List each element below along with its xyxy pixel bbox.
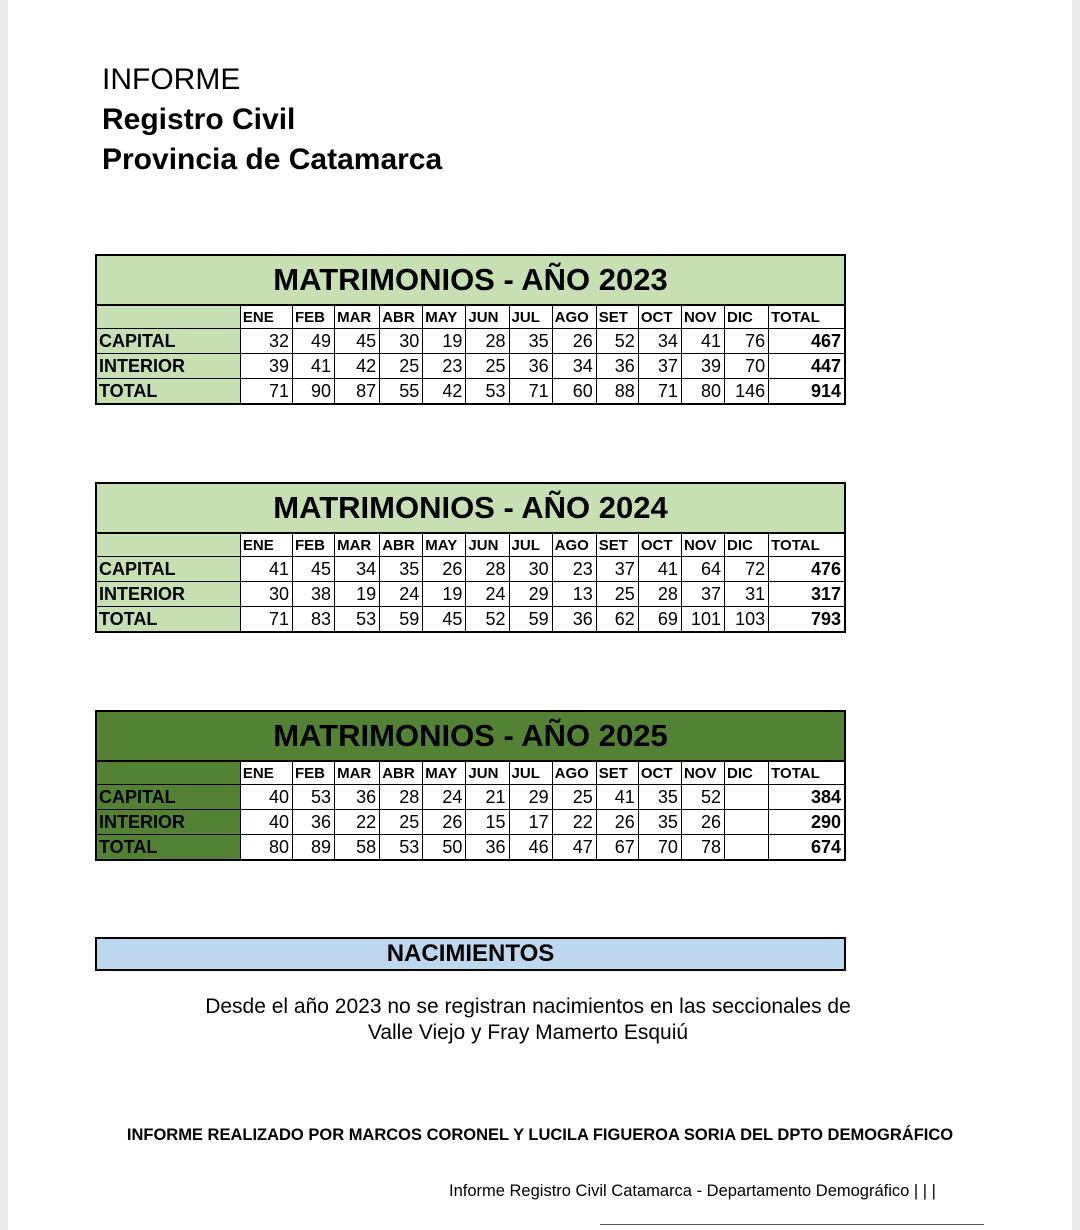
value-cell: 34: [638, 329, 681, 354]
month-header: MAR: [335, 305, 380, 329]
month-header: DIC: [725, 533, 769, 557]
row-label: TOTAL: [96, 379, 240, 405]
value-cell: 21: [466, 785, 509, 810]
value-cell: 41: [638, 557, 681, 582]
value-cell: 30: [240, 582, 292, 607]
table-row: [96, 354, 845, 379]
row-label: CAPITAL: [96, 557, 240, 582]
value-cell: 39: [681, 354, 724, 379]
value-cell: 52: [681, 785, 724, 810]
month-header: NOV: [681, 533, 724, 557]
header-blank-cell: [96, 305, 240, 329]
total-cell: 674: [769, 835, 845, 861]
total-cell: 447: [769, 354, 845, 379]
value-cell: 71: [638, 379, 681, 405]
marriages-table-3: [95, 710, 846, 861]
value-cell: 28: [638, 582, 681, 607]
value-cell: 60: [552, 379, 596, 405]
value-cell: 69: [638, 607, 681, 633]
table-row: [96, 810, 845, 835]
value-cell: 87: [335, 379, 380, 405]
value-cell: 25: [380, 354, 423, 379]
value-cell: 41: [292, 354, 334, 379]
value-cell: 37: [638, 354, 681, 379]
table-row: [96, 835, 845, 861]
value-cell: 49: [292, 329, 334, 354]
value-cell: 71: [240, 607, 292, 633]
value-cell: 26: [423, 810, 466, 835]
marriages-table-2: [95, 482, 846, 633]
value-cell: 76: [725, 329, 769, 354]
value-cell: 80: [240, 835, 292, 861]
value-cell: 24: [466, 582, 509, 607]
value-cell: 29: [509, 582, 552, 607]
value-cell: 25: [466, 354, 509, 379]
value-cell: 53: [380, 835, 423, 861]
value-cell: 35: [638, 785, 681, 810]
row-label: INTERIOR: [96, 810, 240, 835]
month-header: ENE: [240, 305, 292, 329]
report-org: Registro Civil: [102, 103, 296, 136]
value-cell: 28: [380, 785, 423, 810]
value-cell: 32: [240, 329, 292, 354]
value-cell: 41: [681, 329, 724, 354]
table-title: MATRIMONIOS - AÑO 2025: [96, 711, 845, 761]
month-header: ENE: [240, 533, 292, 557]
document-page: [8, 0, 1072, 1230]
value-cell: 23: [423, 354, 466, 379]
value-cell: 55: [380, 379, 423, 405]
report-header: [102, 60, 442, 180]
month-header: SET: [596, 305, 638, 329]
value-cell: 103: [725, 607, 769, 633]
page-footer: Informe Registro Civil Catamarca - Departamento Demográfico | | |: [449, 1182, 936, 1200]
month-header: TOTAL: [769, 305, 845, 329]
month-header: OCT: [638, 761, 681, 785]
month-header: AGO: [552, 305, 596, 329]
value-cell: 53: [466, 379, 509, 405]
marriages-table-1: [95, 254, 846, 405]
value-cell: 36: [335, 785, 380, 810]
month-header: AGO: [552, 761, 596, 785]
total-cell: 290: [769, 810, 845, 835]
value-cell: 19: [423, 582, 466, 607]
month-header: TOTAL: [769, 761, 845, 785]
value-cell: 15: [466, 810, 509, 835]
value-cell: 28: [466, 329, 509, 354]
value-cell: 42: [335, 354, 380, 379]
value-cell: 34: [552, 354, 596, 379]
value-cell: 19: [423, 329, 466, 354]
value-cell: 64: [681, 557, 724, 582]
month-header: ABR: [380, 761, 423, 785]
value-cell: 13: [552, 582, 596, 607]
month-header: TOTAL: [769, 533, 845, 557]
total-cell: 467: [769, 329, 845, 354]
value-cell: 45: [292, 557, 334, 582]
row-label: INTERIOR: [96, 354, 240, 379]
month-header: DIC: [725, 761, 769, 785]
value-cell: 71: [509, 379, 552, 405]
value-cell: 88: [596, 379, 638, 405]
value-cell: 26: [596, 810, 638, 835]
value-cell: 26: [423, 557, 466, 582]
footer-rule: [600, 1224, 984, 1225]
value-cell: 25: [596, 582, 638, 607]
month-header: DIC: [725, 305, 769, 329]
value-cell: 40: [240, 810, 292, 835]
value-cell: 38: [292, 582, 334, 607]
value-cell: 58: [335, 835, 380, 861]
value-cell: 34: [335, 557, 380, 582]
table-row: [96, 582, 845, 607]
month-header: MAY: [423, 305, 466, 329]
value-cell: [725, 785, 769, 810]
table-title: MATRIMONIOS - AÑO 2023: [96, 255, 845, 305]
value-cell: 36: [466, 835, 509, 861]
month-header: MAY: [423, 761, 466, 785]
value-cell: [725, 810, 769, 835]
month-header: NOV: [681, 761, 724, 785]
value-cell: 40: [240, 785, 292, 810]
value-cell: 78: [681, 835, 724, 861]
value-cell: 26: [552, 329, 596, 354]
value-cell: 24: [423, 785, 466, 810]
value-cell: 59: [380, 607, 423, 633]
value-cell: 80: [681, 379, 724, 405]
value-cell: 53: [292, 785, 334, 810]
value-cell: 47: [552, 835, 596, 861]
value-cell: 83: [292, 607, 334, 633]
month-header: JUN: [466, 305, 509, 329]
row-label: CAPITAL: [96, 329, 240, 354]
month-header: JUL: [509, 533, 552, 557]
month-header: MAY: [423, 533, 466, 557]
header-blank-cell: [96, 533, 240, 557]
value-cell: 36: [292, 810, 334, 835]
value-cell: 24: [380, 582, 423, 607]
value-cell: 45: [423, 607, 466, 633]
month-header: AGO: [552, 533, 596, 557]
value-cell: 30: [380, 329, 423, 354]
value-cell: 22: [335, 810, 380, 835]
month-header: JUL: [509, 761, 552, 785]
value-cell: 36: [552, 607, 596, 633]
value-cell: 31: [725, 582, 769, 607]
row-label: INTERIOR: [96, 582, 240, 607]
value-cell: 26: [681, 810, 724, 835]
month-header: OCT: [638, 305, 681, 329]
total-cell: 317: [769, 582, 845, 607]
month-header: JUN: [466, 533, 509, 557]
value-cell: 52: [466, 607, 509, 633]
total-cell: 914: [769, 379, 845, 405]
value-cell: 53: [335, 607, 380, 633]
report-label: INFORME: [102, 63, 241, 96]
table-row: [96, 557, 845, 582]
value-cell: 46: [509, 835, 552, 861]
value-cell: 19: [335, 582, 380, 607]
table-row: [96, 329, 845, 354]
month-header: FEB: [292, 305, 334, 329]
month-header: FEB: [292, 761, 334, 785]
report-province: Provincia de Catamarca: [102, 143, 443, 176]
nacimientos-line-2: Valle Viejo y Fray Mamerto Esquiú: [367, 1021, 689, 1044]
value-cell: 62: [596, 607, 638, 633]
nacimientos-note: [168, 994, 888, 1046]
value-cell: 90: [292, 379, 334, 405]
value-cell: 35: [638, 810, 681, 835]
value-cell: 41: [240, 557, 292, 582]
value-cell: 36: [509, 354, 552, 379]
month-header: ABR: [380, 305, 423, 329]
value-cell: 71: [240, 379, 292, 405]
value-cell: 41: [596, 785, 638, 810]
value-cell: 36: [596, 354, 638, 379]
value-cell: 25: [552, 785, 596, 810]
value-cell: [725, 835, 769, 861]
nacimientos-line-1: Desde el año 2023 no se registran nacimientos en las seccionales de: [205, 995, 851, 1018]
header-blank-cell: [96, 761, 240, 785]
value-cell: 101: [681, 607, 724, 633]
month-header: ENE: [240, 761, 292, 785]
nacimientos-title: NACIMIENTOS: [95, 937, 846, 971]
value-cell: 29: [509, 785, 552, 810]
row-label: TOTAL: [96, 607, 240, 633]
table-row: [96, 785, 845, 810]
table-row: [96, 607, 845, 633]
row-label: CAPITAL: [96, 785, 240, 810]
table-row: [96, 379, 845, 405]
month-header: NOV: [681, 305, 724, 329]
month-header: JUL: [509, 305, 552, 329]
value-cell: 50: [423, 835, 466, 861]
total-cell: 793: [769, 607, 845, 633]
value-cell: 37: [596, 557, 638, 582]
month-header: MAR: [335, 533, 380, 557]
value-cell: 37: [681, 582, 724, 607]
credits-line: INFORME REALIZADO POR MARCOS CORONEL Y LUCILA FIGUEROA SORIA DEL DPTO DEMOGRÁFICO: [126, 1126, 954, 1144]
value-cell: 17: [509, 810, 552, 835]
total-cell: 476: [769, 557, 845, 582]
total-cell: 384: [769, 785, 845, 810]
value-cell: 59: [509, 607, 552, 633]
value-cell: 28: [466, 557, 509, 582]
value-cell: 23: [552, 557, 596, 582]
month-header: SET: [596, 533, 638, 557]
month-header: FEB: [292, 533, 334, 557]
value-cell: 67: [596, 835, 638, 861]
value-cell: 42: [423, 379, 466, 405]
row-label: TOTAL: [96, 835, 240, 861]
value-cell: 72: [725, 557, 769, 582]
value-cell: 70: [725, 354, 769, 379]
value-cell: 45: [335, 329, 380, 354]
value-cell: 22: [552, 810, 596, 835]
value-cell: 35: [509, 329, 552, 354]
value-cell: 25: [380, 810, 423, 835]
month-header: MAR: [335, 761, 380, 785]
month-header: ABR: [380, 533, 423, 557]
month-header: SET: [596, 761, 638, 785]
value-cell: 70: [638, 835, 681, 861]
value-cell: 52: [596, 329, 638, 354]
value-cell: 146: [725, 379, 769, 405]
month-header: OCT: [638, 533, 681, 557]
table-title: MATRIMONIOS - AÑO 2024: [96, 483, 845, 533]
month-header: JUN: [466, 761, 509, 785]
value-cell: 89: [292, 835, 334, 861]
value-cell: 30: [509, 557, 552, 582]
value-cell: 35: [380, 557, 423, 582]
value-cell: 39: [240, 354, 292, 379]
